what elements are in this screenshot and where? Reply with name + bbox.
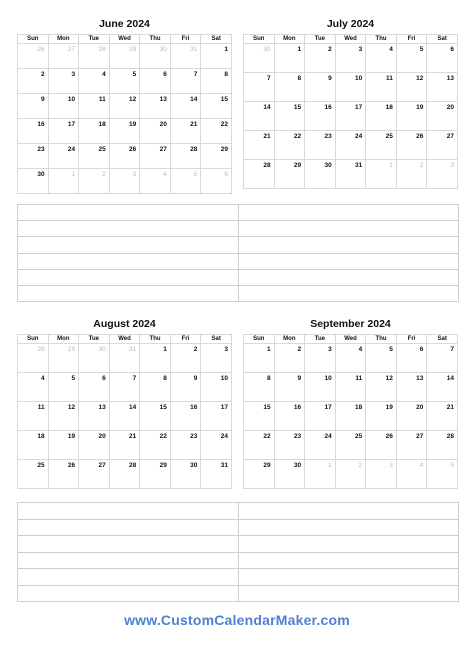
day-cell: 4 [335,344,366,373]
notes-section-bottom [17,502,459,602]
day-cell: 23 [18,144,49,169]
weekday-label: Tue [305,335,336,344]
day-cell: 23 [305,131,336,160]
day-cell: 9 [305,73,336,102]
day-cell: 24 [335,131,366,160]
weekday-label: Sat [201,335,232,344]
day-cell: 24 [305,431,336,460]
month-title: September 2024 [310,318,391,330]
day-cell: 29 [140,460,171,489]
day-cell: 14 [170,94,201,119]
note-line [18,286,238,301]
week-row [18,431,232,460]
day-cell: 14 [244,102,275,131]
day-cell: 10 [305,373,336,402]
day-cell-adjacent-month: 4 [396,460,427,489]
notes-column-left [18,503,238,601]
day-cell: 2 [170,344,201,373]
day-cell-adjacent-month: 26 [18,44,49,69]
day-cell-adjacent-month: 31 [109,344,140,373]
day-cell: 20 [396,402,427,431]
weekday-label: Tue [79,35,110,44]
day-cell-adjacent-month: 2 [79,169,110,194]
day-cell: 16 [170,402,201,431]
day-cell-adjacent-month: 1 [366,160,397,189]
weekday-label: Mon [48,35,79,44]
note-line [18,254,238,270]
day-cell: 14 [109,402,140,431]
day-cell: 8 [274,73,305,102]
day-cell: 15 [140,402,171,431]
week-row [244,102,458,131]
day-cell: 7 [170,69,201,94]
day-cell: 27 [140,144,171,169]
day-cell: 7 [427,344,458,373]
week-row [18,119,232,144]
day-cell: 3 [335,44,366,73]
day-cell: 16 [18,119,49,144]
month-grid [243,34,458,189]
day-cell-adjacent-month: 2 [396,160,427,189]
weekday-label: Wed [335,335,366,344]
day-cell: 30 [305,160,336,189]
week-row [18,44,232,69]
month-title: July 2024 [326,18,375,30]
day-cell: 28 [170,144,201,169]
day-cell: 25 [335,431,366,460]
note-line [239,520,459,537]
day-cell: 17 [48,119,79,144]
day-cell: 30 [18,169,49,194]
month-title: June 2024 [99,18,150,30]
weekday-label: Sat [427,335,458,344]
day-cell: 26 [396,131,427,160]
day-cell-adjacent-month: 30 [79,344,110,373]
day-cell: 27 [396,431,427,460]
day-cell: 1 [274,44,305,73]
calendar-august-2024 [17,314,232,489]
week-row [244,73,458,102]
note-line [239,569,459,586]
week-row [244,460,458,489]
day-cell: 11 [335,373,366,402]
weekday-label: Fri [396,35,427,44]
day-cell-adjacent-month: 27 [48,44,79,69]
day-cell: 17 [305,402,336,431]
day-cell: 31 [335,160,366,189]
day-cell: 21 [244,131,275,160]
month-grid [17,334,232,489]
day-cell: 21 [427,402,458,431]
day-cell: 10 [48,94,79,119]
day-cell-adjacent-month: 28 [79,44,110,69]
week-row [18,69,232,94]
note-line [18,205,238,221]
weekday-label: Tue [305,35,336,44]
calendar-september-2024 [243,314,458,489]
day-cell: 6 [396,344,427,373]
day-cell: 3 [201,344,232,373]
day-cell-adjacent-month: 4 [140,169,171,194]
day-cell: 3 [48,69,79,94]
day-cell: 25 [18,460,49,489]
week-row [244,373,458,402]
day-cell-adjacent-month: 30 [140,44,171,69]
day-cell: 22 [140,431,171,460]
weekday-label: Wed [335,35,366,44]
day-cell: 25 [366,131,397,160]
weekday-label: Mon [274,35,305,44]
note-line [18,270,238,286]
weekday-header-row [18,35,232,44]
week-row [18,373,232,402]
weekday-label: Mon [274,335,305,344]
day-cell: 3 [305,344,336,373]
day-cell: 5 [109,69,140,94]
note-line [239,205,459,221]
note-line [239,586,459,602]
calendar-july-2024 [243,14,458,189]
day-cell: 18 [366,102,397,131]
day-cell: 6 [427,44,458,73]
day-cell: 17 [335,102,366,131]
weekday-label: Thu [366,35,397,44]
weekday-header-row [244,335,458,344]
day-cell: 29 [274,160,305,189]
day-cell: 27 [79,460,110,489]
day-cell: 30 [274,460,305,489]
month-title: August 2024 [93,318,156,330]
day-cell: 1 [244,344,275,373]
day-cell: 20 [427,102,458,131]
day-cell: 2 [274,344,305,373]
day-cell: 19 [366,402,397,431]
day-cell: 13 [396,373,427,402]
weekday-label: Sun [18,35,49,44]
day-cell: 16 [274,402,305,431]
note-line [18,586,238,602]
day-cell: 4 [366,44,397,73]
week-row [244,160,458,189]
note-line [18,520,238,537]
website-link[interactable]: www.CustomCalendarMaker.com [124,612,350,628]
day-cell: 15 [274,102,305,131]
day-cell: 24 [48,144,79,169]
day-cell: 26 [109,144,140,169]
day-cell: 15 [244,402,275,431]
day-cell-adjacent-month: 3 [109,169,140,194]
day-cell-adjacent-month: 31 [170,44,201,69]
day-cell: 8 [140,373,171,402]
note-line [18,536,238,553]
weekday-label: Tue [79,335,110,344]
weekday-label: Sat [201,35,232,44]
weekday-label: Fri [396,335,427,344]
day-cell: 24 [201,431,232,460]
day-cell: 8 [201,69,232,94]
week-row [244,344,458,373]
note-line [239,270,459,286]
weekday-label: Sun [18,335,49,344]
weekday-label: Fri [170,35,201,44]
day-cell: 18 [335,402,366,431]
day-cell: 28 [427,431,458,460]
week-row [244,131,458,160]
week-row [18,144,232,169]
day-cell-adjacent-month: 28 [18,344,49,373]
note-line [239,254,459,270]
day-cell-adjacent-month: 5 [427,460,458,489]
weekday-label: Wed [109,35,140,44]
day-cell-adjacent-month: 6 [201,169,232,194]
note-line [239,553,459,570]
day-cell: 28 [244,160,275,189]
weekday-label: Sat [427,35,458,44]
week-row [18,169,232,194]
weekday-label: Thu [140,35,171,44]
day-cell: 22 [274,131,305,160]
weekday-label: Sun [244,335,275,344]
month-grid [17,34,232,194]
day-cell: 6 [79,373,110,402]
day-cell: 2 [305,44,336,73]
day-cell: 21 [109,431,140,460]
day-cell: 13 [427,73,458,102]
day-cell: 20 [140,119,171,144]
day-cell: 18 [18,431,49,460]
day-cell: 28 [109,460,140,489]
note-line [239,286,459,301]
calendar-june-2024 [17,14,232,194]
week-row [18,344,232,373]
notes-column-right [238,205,459,301]
day-cell: 12 [366,373,397,402]
day-cell: 26 [48,460,79,489]
day-cell: 1 [201,44,232,69]
day-cell: 6 [140,69,171,94]
day-cell: 23 [274,431,305,460]
day-cell-adjacent-month: 29 [109,44,140,69]
day-cell: 9 [18,94,49,119]
day-cell-adjacent-month: 3 [366,460,397,489]
day-cell: 29 [244,460,275,489]
day-cell: 11 [18,402,49,431]
weekday-label: Mon [48,335,79,344]
day-cell: 15 [201,94,232,119]
day-cell-adjacent-month: 1 [305,460,336,489]
day-cell-adjacent-month: 30 [244,44,275,73]
day-cell: 13 [140,94,171,119]
week-row [244,44,458,73]
day-cell: 17 [201,402,232,431]
day-cell: 22 [201,119,232,144]
note-line [239,237,459,253]
day-cell-adjacent-month: 2 [335,460,366,489]
day-cell: 5 [48,373,79,402]
day-cell: 14 [427,373,458,402]
day-cell: 25 [79,144,110,169]
day-cell-adjacent-month: 3 [427,160,458,189]
day-cell: 23 [170,431,201,460]
note-line [239,503,459,520]
day-cell: 16 [305,102,336,131]
day-cell: 18 [79,119,110,144]
month-grid [243,334,458,489]
day-cell: 12 [48,402,79,431]
day-cell: 13 [79,402,110,431]
day-cell: 30 [170,460,201,489]
weekday-label: Thu [140,335,171,344]
day-cell-adjacent-month: 5 [170,169,201,194]
day-cell: 4 [18,373,49,402]
day-cell: 19 [48,431,79,460]
day-cell: 5 [396,44,427,73]
note-line [18,221,238,237]
weekday-label: Sun [244,35,275,44]
day-cell: 4 [79,69,110,94]
note-line [18,503,238,520]
day-cell: 21 [170,119,201,144]
day-cell: 27 [427,131,458,160]
note-line [239,536,459,553]
day-cell: 19 [109,119,140,144]
week-row [18,402,232,431]
note-line [18,237,238,253]
notes-section-top [17,204,459,302]
day-cell: 29 [201,144,232,169]
day-cell-adjacent-month: 29 [48,344,79,373]
day-cell: 10 [201,373,232,402]
week-row [18,460,232,489]
weekday-header-row [18,335,232,344]
note-line [239,221,459,237]
weekday-header-row [244,35,458,44]
note-line [18,569,238,586]
day-cell: 26 [366,431,397,460]
week-row [244,402,458,431]
day-cell: 2 [18,69,49,94]
day-cell: 9 [170,373,201,402]
week-row [18,94,232,119]
day-cell: 12 [109,94,140,119]
day-cell: 9 [274,373,305,402]
weekday-label: Wed [109,335,140,344]
day-cell: 20 [79,431,110,460]
notes-column-right [238,503,459,601]
weekday-label: Fri [170,335,201,344]
day-cell: 11 [366,73,397,102]
notes-column-left [18,205,238,301]
note-line [18,553,238,570]
day-cell: 19 [396,102,427,131]
day-cell: 7 [244,73,275,102]
day-cell-adjacent-month: 1 [48,169,79,194]
day-cell: 10 [335,73,366,102]
day-cell: 5 [366,344,397,373]
day-cell: 11 [79,94,110,119]
day-cell: 31 [201,460,232,489]
day-cell: 8 [244,373,275,402]
day-cell: 1 [140,344,171,373]
week-row [244,431,458,460]
day-cell: 12 [396,73,427,102]
day-cell: 7 [109,373,140,402]
day-cell: 22 [244,431,275,460]
weekday-label: Thu [366,335,397,344]
